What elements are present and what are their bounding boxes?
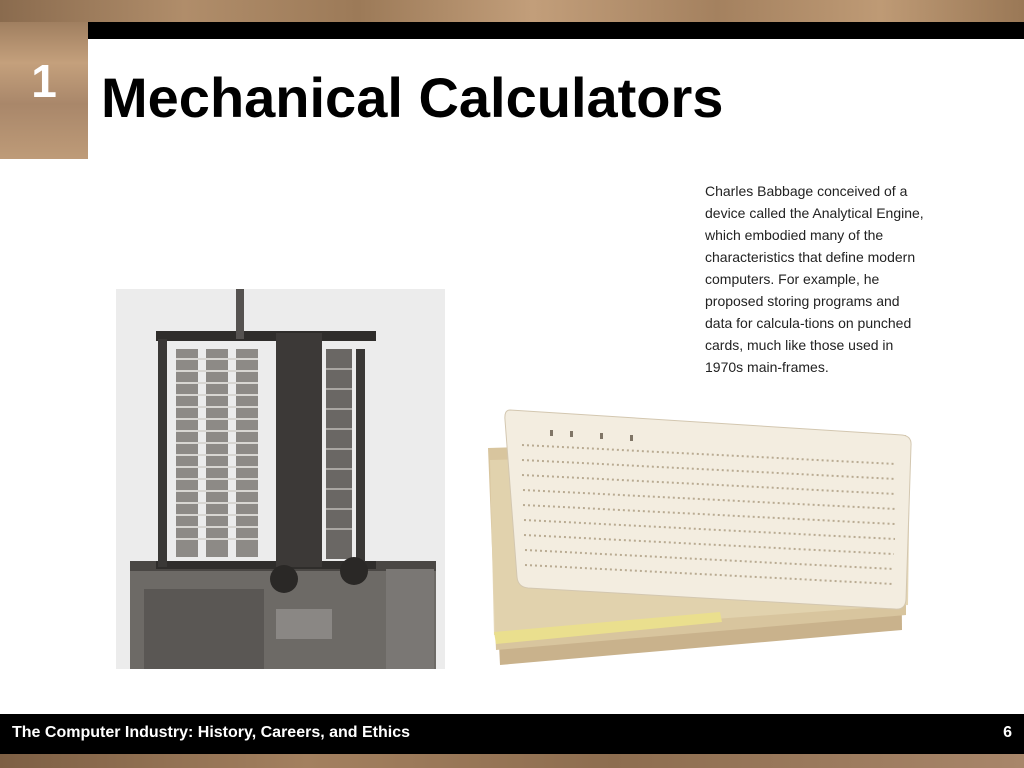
chapter-number: 1 <box>31 55 57 107</box>
slide-title: Mechanical Calculators <box>101 66 724 129</box>
caption-text: Charles Babbage conceived of a device called the Analytical Engine, which embodied many of the characteristics that define modern computers. For example, he proposed storing programs and data for calcula-tions on punched cards, much like those used in 1970s main-frames. <box>705 183 924 375</box>
footer-course-title: The Computer Industry: History, Careers, and Ethics <box>12 724 411 741</box>
footer-page-number: 6 <box>1003 724 1012 741</box>
footer-bar <box>0 714 1024 754</box>
top-wood-border <box>0 0 1024 22</box>
top-black-bar <box>88 22 1024 39</box>
punched-cards-photo <box>470 400 920 670</box>
chapter-badge <box>0 22 88 159</box>
bottom-wood-border <box>0 754 1024 768</box>
analytical-engine-photo <box>116 289 445 669</box>
